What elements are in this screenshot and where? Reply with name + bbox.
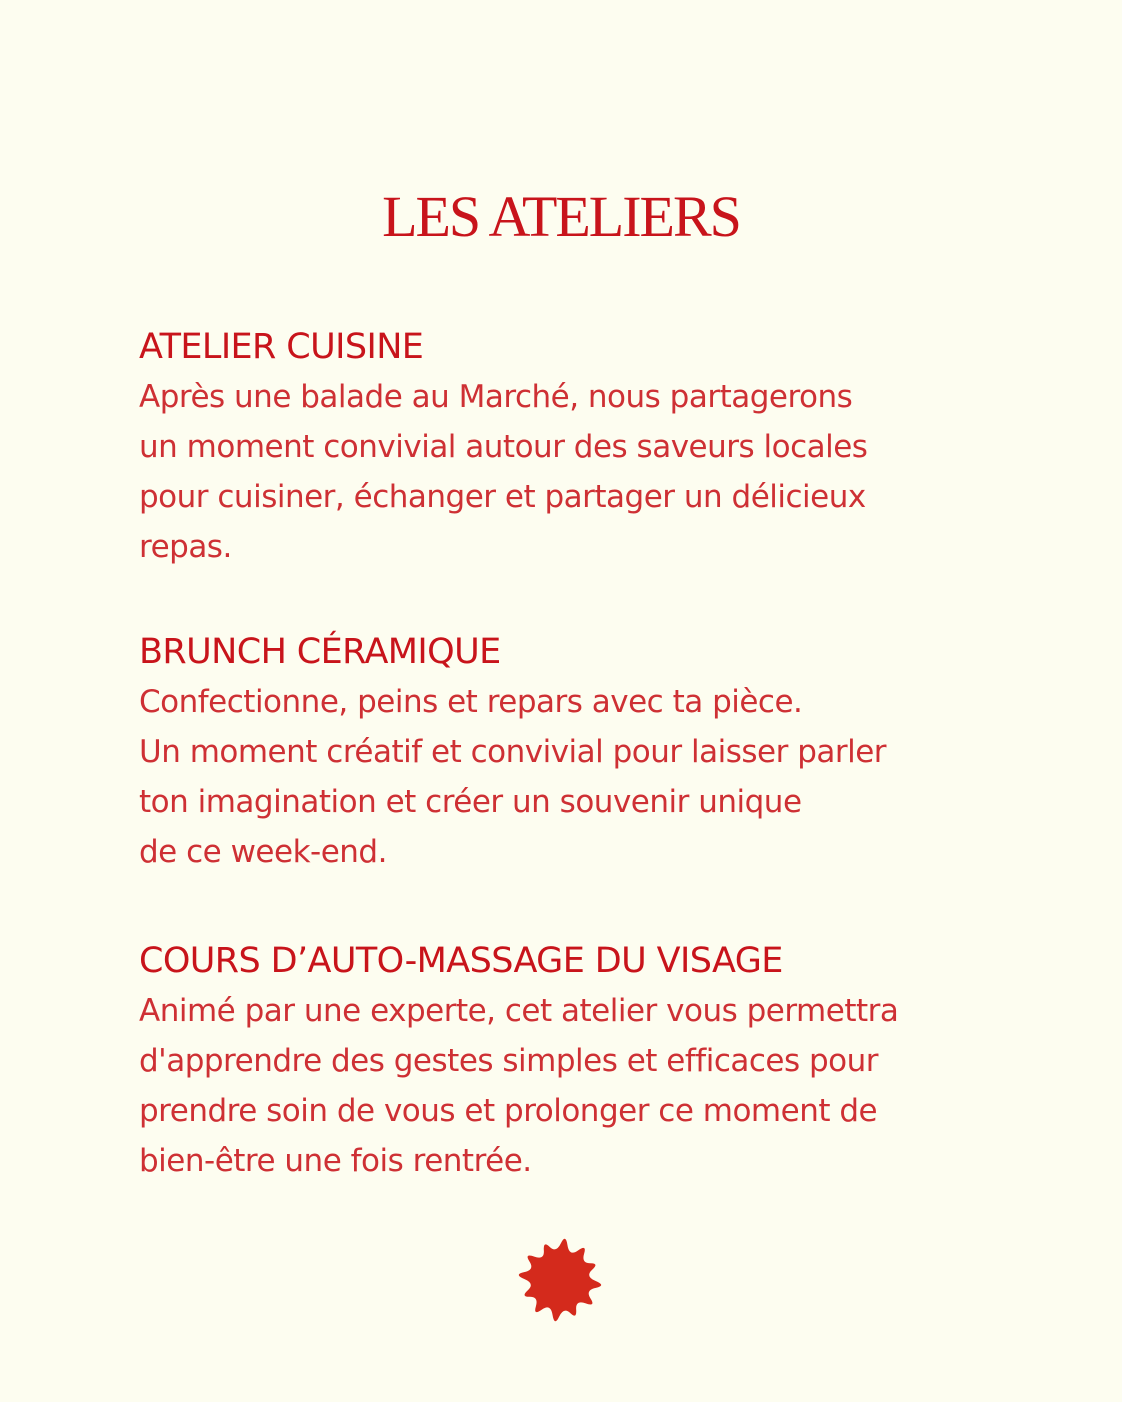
description-line: d'apprendre des gestes simples et efficaces pour [139, 1043, 879, 1079]
description-line: repas. [139, 529, 232, 565]
description-line: Un moment créatif et convivial pour laisser parler [139, 734, 887, 770]
section-description [139, 677, 1039, 877]
section-description [139, 986, 1039, 1186]
description-line: ton imagination et créer un souvenir unique [139, 784, 802, 820]
section-auto-massage [139, 936, 1039, 1186]
sun-icon [510, 1230, 610, 1330]
section-description [139, 372, 1039, 572]
description-line: de ce week-end. [139, 834, 387, 870]
section-heading: COURS D’AUTO-MASSAGE DU VISAGE [139, 941, 783, 981]
section-heading: ATELIER CUISINE [139, 327, 424, 367]
description-line: Après une balade au Marché, nous partagerons [139, 379, 853, 415]
description-line: prendre soin de vous et prolonger ce moment de [139, 1093, 878, 1129]
description-line: pour cuisiner, échanger et partager un délicieux [139, 479, 866, 515]
description-line: Animé par une experte, cet atelier vous permettra [139, 993, 899, 1029]
page-title: LES ATELIERS [382, 184, 740, 249]
description-line: bien-être une fois rentrée. [139, 1143, 532, 1179]
section-atelier-cuisine [139, 322, 1039, 572]
section-brunch-ceramique [139, 627, 1039, 877]
description-line: Confectionne, peins et repars avec ta pièce. [139, 684, 803, 720]
section-heading: BRUNCH CÉRAMIQUE [139, 632, 501, 672]
description-line: un moment convivial autour des saveurs locales [139, 429, 868, 465]
